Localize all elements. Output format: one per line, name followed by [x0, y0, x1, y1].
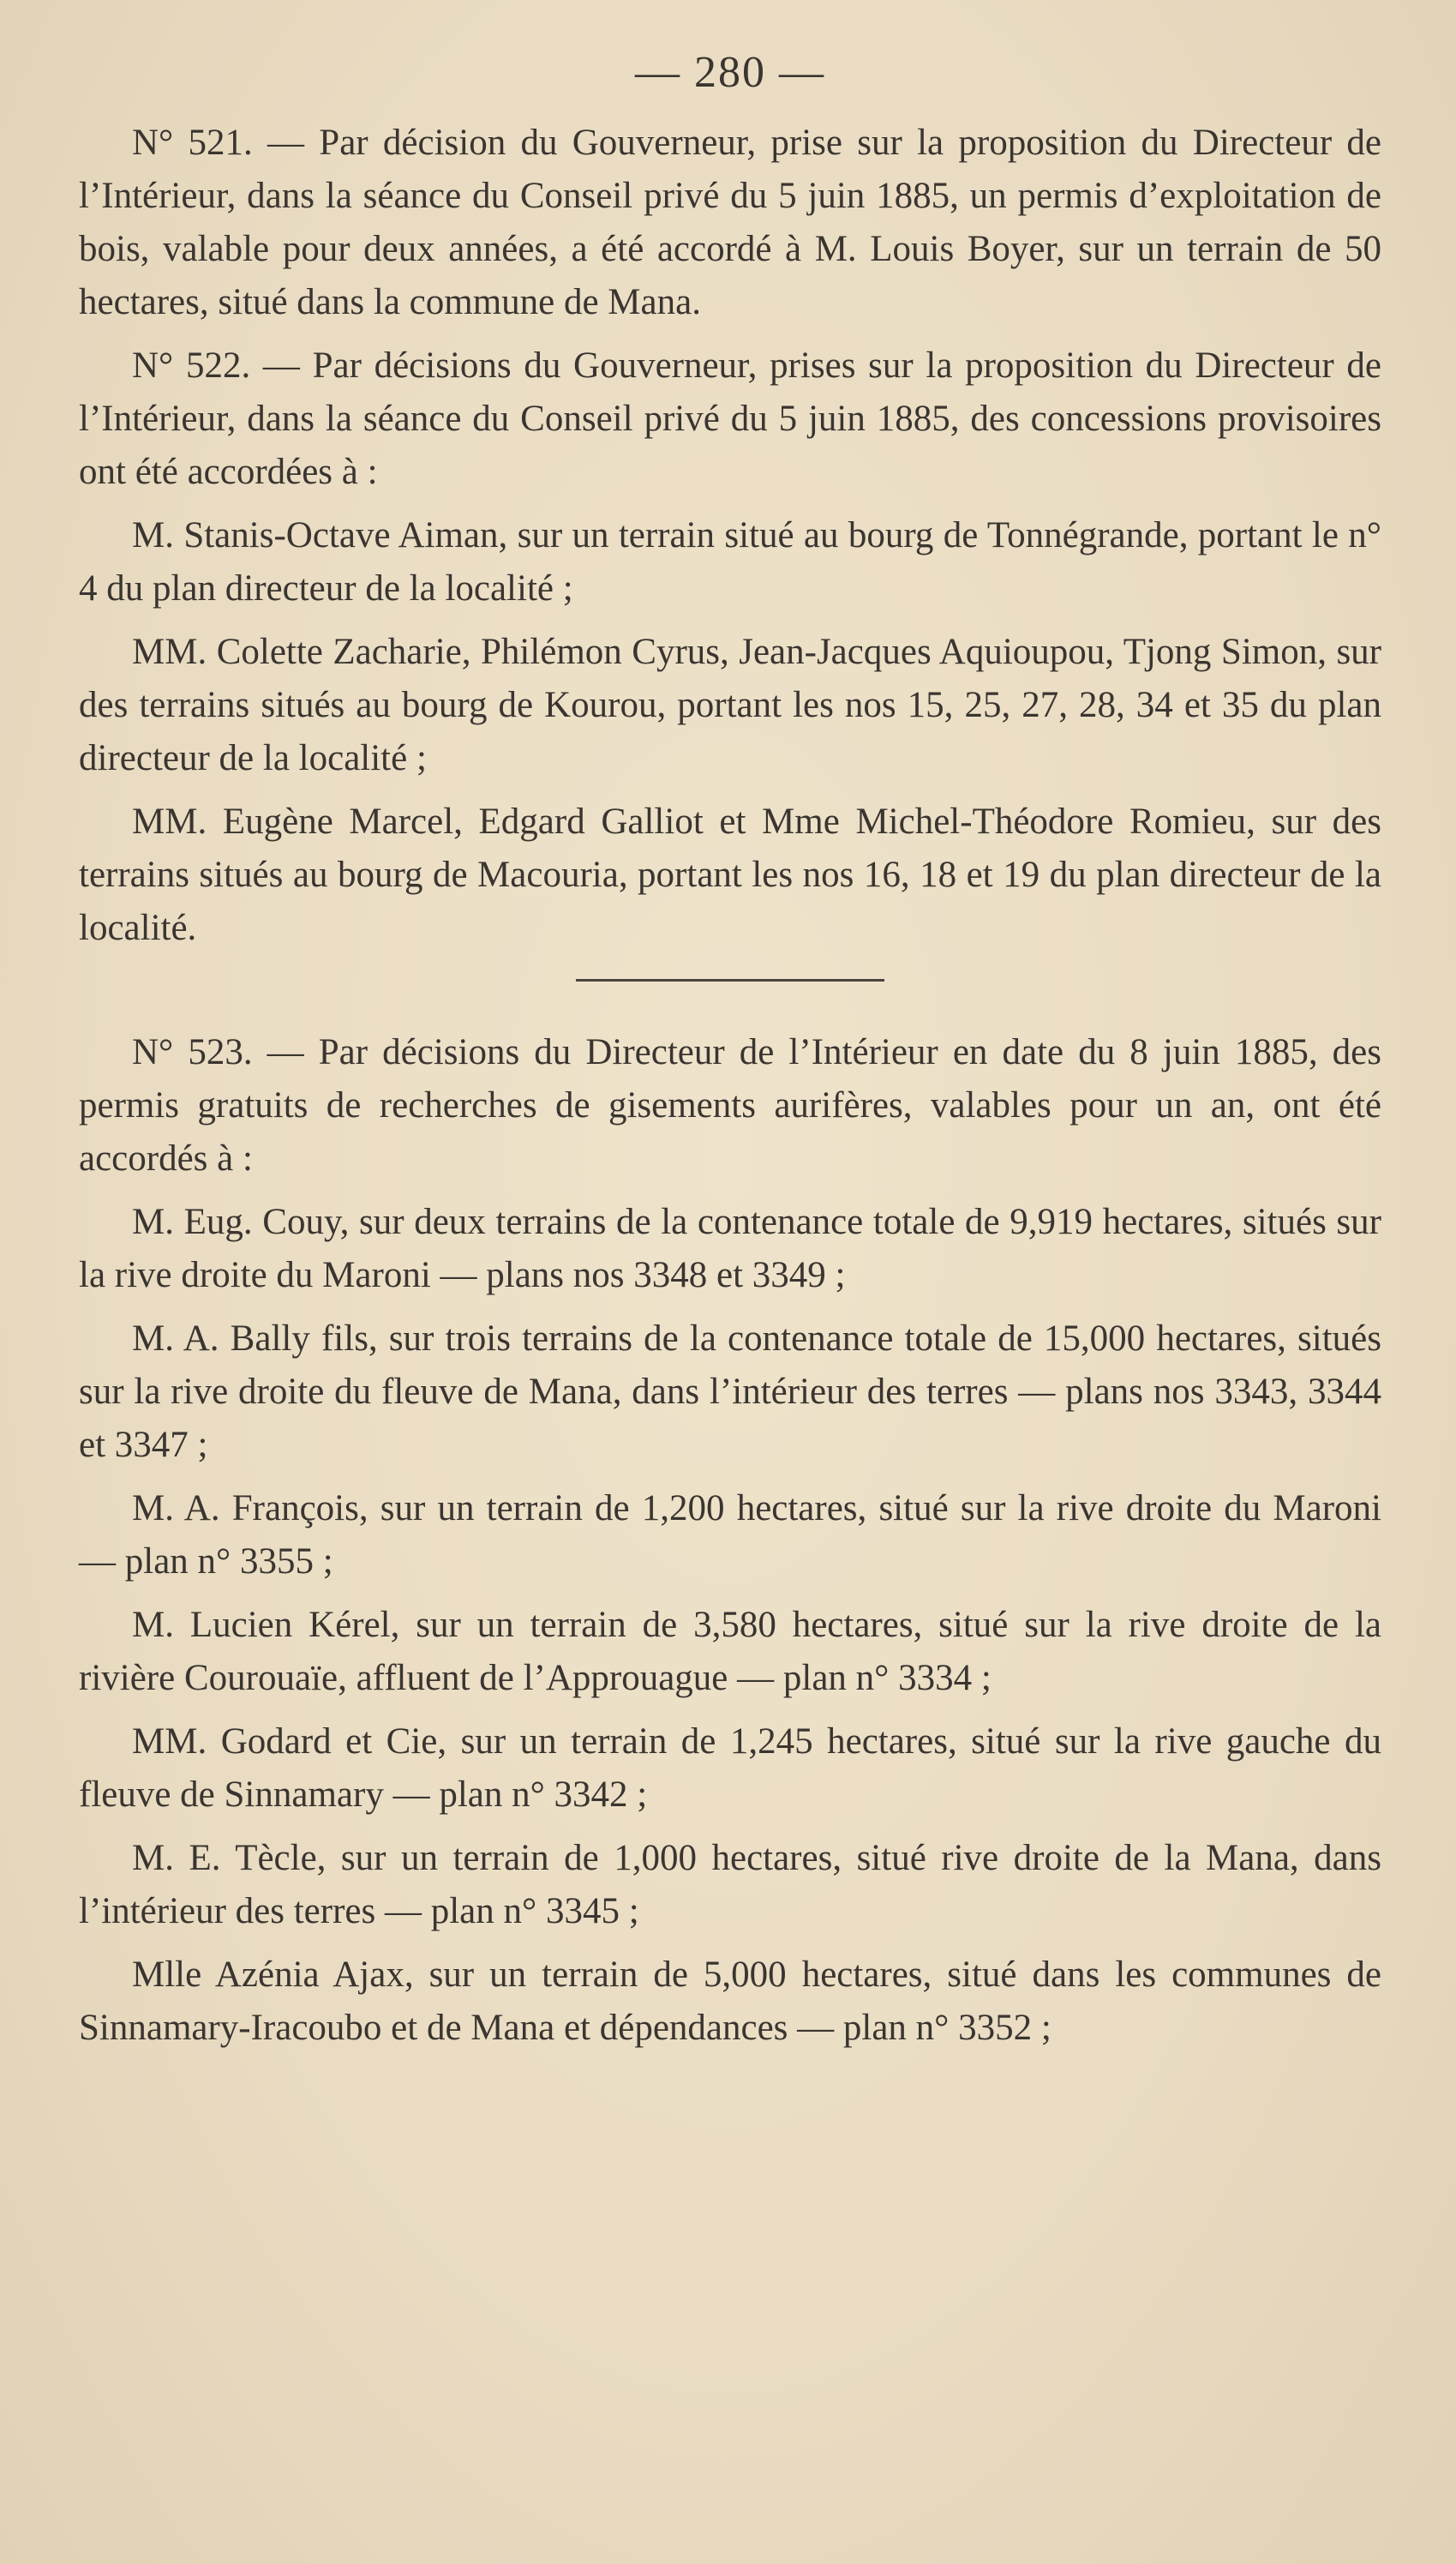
document-body	[79, 34, 1381, 2065]
entry-523-item: MM. Godard et Cie, sur un terrain de 1,245 hectares, situé sur la rive gauche du fleuve de Sinnamary — plan n° 3342 ;	[79, 1721, 1381, 1815]
entry-521: N° 521. — Par décision du Gouverneur, prise sur la proposition du Directeur de l’Intérieur, dans la séance du Conseil privé du 5 juin 1885, un permis d’exploitation de bois, valable pour deux années, a été accordé à M. Louis Boyer, sur un terrain de 50 hectares, situé dans la commune de Mana.	[79, 123, 1381, 322]
page-number: — 280 —	[635, 48, 825, 97]
section-divider	[576, 979, 884, 982]
entry-523-item: M. Eug. Couy, sur deux terrains de la contenance totale de 9,919 hectares, situés sur la rive droite du Maroni — plans nos 3348 et 3349 ;	[79, 1202, 1381, 1295]
entry-523-item: M. A. François, sur un terrain de 1,200 hectares, situé sur la rive droite du Maroni — plan n° 3355 ;	[79, 1488, 1381, 1582]
entry-522-item: MM. Eugène Marcel, Edgard Galliot et Mme Michel-Théodore Romieu, sur des terrains situés au bourg de Macouria, portant les nos 16, 18 et 19 du plan directeur de la localité.	[79, 802, 1381, 948]
entry-523-item: M. E. Tècle, sur un terrain de 1,000 hectares, situé rive droite de la Mana, dans l’intérieur des terres — plan n° 3345 ;	[79, 1838, 1381, 1931]
entry-523: N° 523. — Par décisions du Directeur de l’Intérieur en date du 8 juin 1885, des permis gratuits de recherches de gisements aurifères, valables pour un an, ont été accordés à :	[79, 1032, 1381, 1179]
entry-523-item: M. Lucien Kérel, sur un terrain de 3,580 hectares, situé sur la rive droite de la rivière Courouaïe, affluent de l’Approuague — plan n° 3334 ;	[79, 1605, 1381, 1698]
entry-522-item: M. Stanis-Octave Aiman, sur un terrain situé au bourg de Tonnégrande, portant le n° 4 du plan directeur de la localité ;	[79, 515, 1381, 609]
entry-523-item: Mlle Azénia Ajax, sur un terrain de 5,000 hectares, situé dans les communes de Sinnamary-Iracoubo et de Mana et dépendances — plan n° 3352 ;	[79, 1955, 1381, 2048]
entry-522: N° 522. — Par décisions du Gouverneur, prises sur la proposition du Directeur de l’Intérieur, dans la séance du Conseil privé du 5 juin 1885, des concessions provisoires ont été accordées à :	[79, 345, 1381, 492]
entry-522-item: MM. Colette Zacharie, Philémon Cyrus, Jean-Jacques Aquioupou, Tjong Simon, sur des terrains situés au bourg de Kourou, portant les nos 15, 25, 27, 28, 34 et 35 du plan directeur de la localité ;	[79, 632, 1381, 778]
entry-523-item: M. A. Bally fils, sur trois terrains de la contenance totale de 15,000 hectares, situés sur la rive droite du fleuve de Mana, dans l’intérieur des terres — plans nos 3343, 3344 et 3347 ;	[79, 1318, 1381, 1465]
